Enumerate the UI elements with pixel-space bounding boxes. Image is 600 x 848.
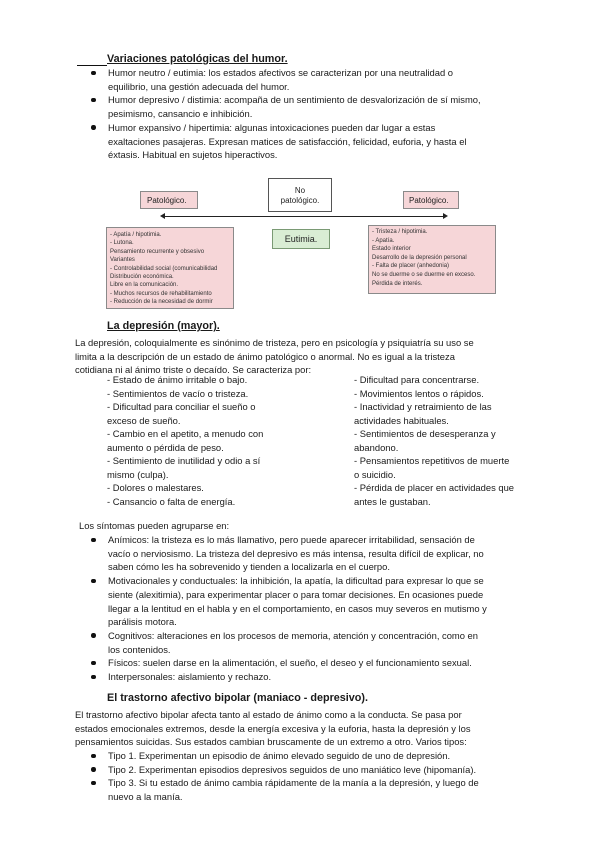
pathological-right-label: Patológico. xyxy=(409,196,449,205)
bullet-icon xyxy=(91,125,96,130)
non-pathological-box xyxy=(268,178,332,212)
mood-bullet-line: éxtasis. Habitual en sujetos hiperactivos. xyxy=(108,149,278,161)
symptom-left-line: - Sentimientos de vacío o tristeza. xyxy=(107,387,249,399)
arrow-left-icon xyxy=(160,213,165,219)
mood-bullet-line: Humor depresivo / distimia: acompaña de un sentimiento de desvalorización de sí mismo, xyxy=(108,94,481,106)
pathological-right-label-box xyxy=(403,191,459,209)
symptom-group-line: saben cómo les ha sobrevenido y tienden a localizarla en el cuerpo. xyxy=(108,561,390,573)
symptom-group-line: llegar a la lentitud en el habla y en el comportamiento, en casos muy severos en mutismo y xyxy=(108,602,487,614)
bullet-icon xyxy=(91,675,96,680)
symptom-right-line: - Pérdida de placer en actividades que xyxy=(354,482,514,493)
right-list-item: Desarrollo de la depresión personal xyxy=(372,254,467,261)
bullet-icon xyxy=(91,538,96,543)
bullet-icon xyxy=(91,767,96,772)
mood-bullet-line: equilibrio, una gestión adecuada del humor. xyxy=(108,80,290,92)
bipolar-intro-line: pensamientos suicidas. Sus estados cambian bruscamente de un extremo a otro. Varios tipos: xyxy=(75,736,467,748)
bullet-icon xyxy=(91,633,96,638)
title-underline-prefix xyxy=(77,65,107,66)
depression-intro-line: cotidiana ni al ánimo triste o decaído. Se caracteriza por: xyxy=(75,364,312,376)
mood-bullet-line: exaltaciones pasajeras. Expresan matices de satisfacción, felicidad, euforia, y hasta el xyxy=(108,135,467,147)
bipolar-type-line: Tipo 1. Experimentan un episodio de ánimo elevado seguido de uno de depresión. xyxy=(108,750,451,761)
arrow-right-icon xyxy=(443,213,448,219)
symptom-left-line: - Dolores o malestares. xyxy=(107,482,204,493)
mood-bullet-line: Humor neutro / eutimia: los estados afectivos se caracterizan por una neutralidad o xyxy=(108,67,453,78)
mood-bullet-line: pesimismo, cansancio e inhibición. xyxy=(108,108,253,120)
symptom-right-line: - Pensamientos repetitivos de muerte xyxy=(354,455,510,466)
left-list-item: - Apatía / hipotimia. xyxy=(110,232,162,238)
left-list-item: - Controlabilidad social (comunicabilidad xyxy=(110,265,218,272)
bullet-icon xyxy=(91,754,96,759)
symptom-right-line: - Dificultad para concentrarse. xyxy=(354,374,480,385)
right-list-item: Pérdida de interés. xyxy=(372,280,423,287)
left-list-item: Variantes xyxy=(110,257,135,264)
right-list-item: Estado interior xyxy=(372,246,411,253)
right-list-item: - Tristeza / hipotimia. xyxy=(372,229,428,235)
bullet-icon xyxy=(91,661,96,666)
symptom-group-line: Interpersonales: aislamiento y rechazo. xyxy=(108,671,272,682)
symptom-left-line: mismo (culpa). xyxy=(107,468,169,480)
symptom-left-line: aumento o pérdida de peso. xyxy=(107,441,224,453)
bipolar-type-line: Tipo 2. Experimentan episodios depresivos seguidos de uno maniático leve (hipomanía). xyxy=(108,763,477,775)
symptom-right-line: actividades habituales. xyxy=(354,414,449,426)
symptom-group-line: vacío o nerviosismo. La tristeza del depresivo es más intensa, resulta difícil de explicar, no xyxy=(108,547,484,559)
pathological-right-list-box xyxy=(368,225,496,294)
left-list-item: Libre en la comunicación. xyxy=(110,282,179,289)
left-list-item: Distribución económica. xyxy=(110,274,174,280)
symptom-group-line: siente (alexitimia), para experimentar placer o para tomar decisiones. En ocasiones puede xyxy=(108,588,484,600)
right-list-item: - Falta de placer (anhedonia) xyxy=(372,263,450,270)
symptom-left-line: - Cambio en el apetito, a menudo con xyxy=(107,428,264,439)
symptom-group-line: Motivacionales y conductuales: la inhibición, la apatía, la dificultad para expresar lo que se xyxy=(108,575,484,587)
bullet-icon xyxy=(91,71,96,76)
right-list-item: - Apatía. xyxy=(372,237,395,244)
symptom-right-line: - Movimientos lentos o rápidos. xyxy=(354,387,484,399)
bipolar-type-line: Tipo 3. Si tu estado de ánimo cambia rápidamente de la manía a la depresión, y luego de xyxy=(108,777,479,789)
symptom-right-line: abandono. xyxy=(354,441,399,453)
mood-bullet-line: Humor expansivo / hipertimia: algunas intoxicaciones pueden dar lugar a estas xyxy=(108,121,436,133)
symptom-right-line: - Inactividad y retraimiento de las xyxy=(354,401,492,412)
left-list-item: Pensamiento recurrente y obsesivo xyxy=(110,248,205,255)
bullet-icon xyxy=(91,98,96,103)
euthymia-label: Eutimia. xyxy=(284,234,318,244)
left-list-item: - Reducción de la necesidad de dormir xyxy=(110,299,213,306)
symptom-group-line: Físicos: suelen darse en la alimentación, el sueño, el deseo y el funcionamiento sexual. xyxy=(108,657,472,669)
right-list-item: No se duerme o se duerme en exceso. xyxy=(372,272,476,278)
symptom-left-line: - Cansancio o falta de energía. xyxy=(107,495,236,507)
left-list-item: - Muchos recursos de rehabilitamiento xyxy=(110,290,212,297)
depression-intro-line: La depresión, coloquialmente es sinónimo de tristeza, pero en psicología y psiquiatría su uso se xyxy=(75,337,474,348)
section1-title: Variaciones patológicas del humor. xyxy=(107,53,288,65)
symptom-left-line: - Estado de ánimo irritable o bajo. xyxy=(107,374,248,385)
symptom-left-line: - Dificultad para conciliar el sueño o xyxy=(107,401,256,412)
symptom-group-line: Cognitivos: alteraciones en los procesos de memoria, atención y concentración, como en xyxy=(108,629,478,641)
bullet-icon xyxy=(91,781,96,786)
symptom-right-line: - Sentimientos de desesperanza y xyxy=(354,428,496,439)
symptom-left-line: exceso de sueño. xyxy=(107,414,181,426)
non-pathological-line-1: No xyxy=(294,186,306,195)
bipolar-intro-line: estados emocionales extremos, desde la energía excesiva y la euforia, hasta la depresión y los xyxy=(75,722,471,734)
symptom-group-line: los contenidos. xyxy=(108,643,171,655)
symptom-group-line: Anímicos: la tristeza es lo más llamativo, pero puede aparecer irritabilidad, sensación de xyxy=(108,534,475,545)
section3-title: El trastorno afectivo bipolar (maniaco - depresivo). xyxy=(107,692,368,704)
diagram-hline xyxy=(165,216,445,217)
bullet-icon xyxy=(91,579,96,584)
non-pathological-line-2: patológico. xyxy=(280,196,320,205)
euthymia-box xyxy=(272,229,330,249)
pathological-left-list-box xyxy=(106,227,234,309)
symptom-right-line: antes le gustaban. xyxy=(354,495,431,507)
symptom-group-line: parálisis motora. xyxy=(108,616,177,628)
section2-title: La depresión (mayor). xyxy=(107,320,220,332)
left-list-item: - Lutona. xyxy=(110,240,134,247)
bipolar-type-line: nuevo a la manía. xyxy=(108,791,183,803)
depression-intro-line: limita a la descripción de un estado de ánimo patológico o anormal. No es igual a la tristeza xyxy=(75,350,455,362)
bipolar-intro-line: El trastorno afectivo bipolar afecta tanto al estado de ánimo como a la conducta. Se pasa por xyxy=(75,709,462,720)
pathological-left-label: Patológico. xyxy=(147,196,187,205)
groups-intro: Los síntomas pueden agruparse en: xyxy=(79,520,230,531)
symptom-right-line: o suicidio. xyxy=(354,468,396,480)
symptom-left-line: - Sentimiento de inutilidad y odio a sí xyxy=(107,455,261,466)
pathological-left-label-box xyxy=(140,191,198,209)
